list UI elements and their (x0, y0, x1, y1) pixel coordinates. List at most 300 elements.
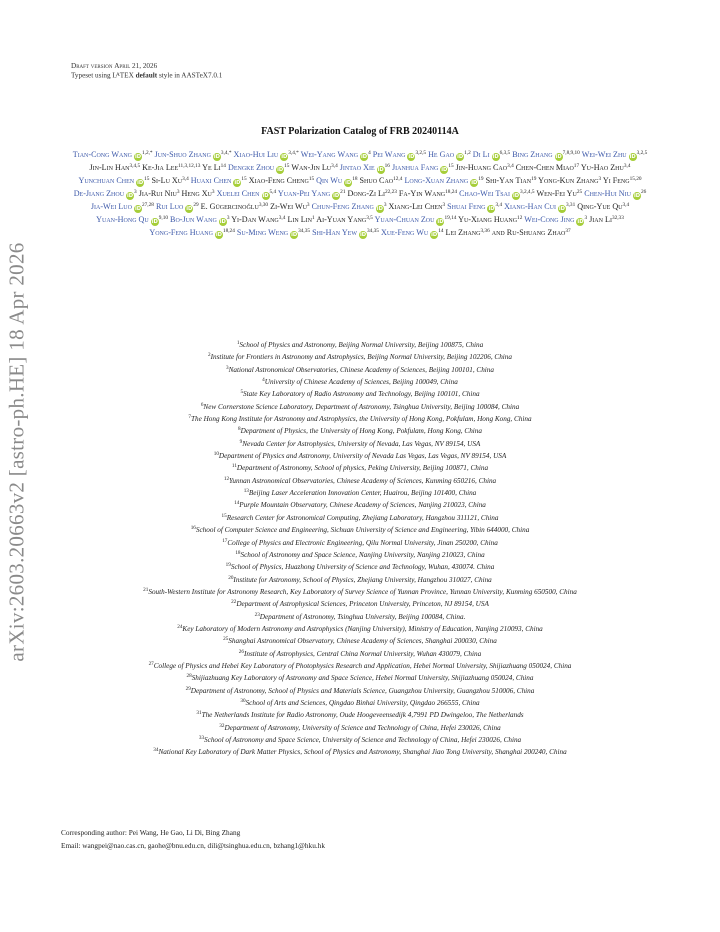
affiliation (50, 363, 670, 375)
author-name: Jin-Lin Han (89, 163, 130, 172)
author-name: Fa-Yin Wang (398, 189, 446, 198)
author[interactable] (392, 163, 454, 172)
affiliation-number: 31 (196, 710, 202, 717)
affiliation (50, 684, 670, 696)
affiliation-number: 32 (219, 722, 225, 729)
author[interactable] (504, 202, 575, 211)
author-name[interactable]: Bo-Jun Wang (170, 215, 217, 224)
author (581, 163, 631, 172)
author-affil-sup: 3,4,* (220, 150, 232, 156)
affiliation-text: Institute of Astrophysics, Central China Normal University, Wuhan 430079, China (243, 649, 482, 658)
author-name[interactable]: Qin Wu (316, 176, 343, 185)
author-name[interactable]: Chao-Wei Tsai (459, 189, 510, 198)
author[interactable] (91, 202, 154, 211)
affiliation (50, 610, 670, 622)
orcid-icon[interactable]: iD (151, 219, 158, 225)
author-affil-sup: 3 (442, 202, 446, 208)
affiliation (50, 338, 670, 350)
orcid-icon[interactable]: iD (377, 167, 384, 173)
author-affil-sup: 1,2,* (141, 150, 153, 156)
author (201, 202, 268, 211)
affiliation-text: Department of Physics, the University of Hong Kong, Pokfulam, Hong Kong, China (240, 427, 482, 436)
author-name: Chen-Chen Miao (515, 163, 574, 172)
affiliation-text: National Astronomical Observatories, Chinese Academy of Sciences, Beijing 100101, China (228, 365, 494, 374)
affiliation-text: College of Physics and Hebei Key Laboratory of Photophysics Research and Application, Hebei Normal University, Shijiazhuang 050024, China (153, 661, 572, 670)
affiliation-text: Key Laboratory of Modern Astronomy and Astrophysics (Nanjing University), Ministry of Education, Nanjing 210093, China (182, 624, 543, 633)
author-name[interactable]: De-Jiang Zhou (73, 189, 125, 198)
author-name: Jian Li (589, 215, 612, 224)
author-affil-sup: 11,3,12,13 (178, 163, 201, 169)
author-name[interactable]: Jianhua Fang (391, 163, 439, 172)
author-affil-sup: 22,23 (384, 189, 397, 195)
orcid-icon[interactable]: iD (361, 154, 368, 160)
author-name[interactable]: Yuan-Chuan Zou (374, 215, 435, 224)
typeset-line: Typeset using $L^ATEX$ default style in AASTeX7.0.1 (71, 71, 223, 80)
affiliation (50, 560, 670, 572)
author-affil-sup: 1 (312, 215, 315, 221)
author-name: Ru-Shuang Zhao (506, 228, 566, 237)
affiliation (50, 424, 670, 436)
author (458, 215, 522, 224)
draft-header (71, 62, 222, 81)
affiliation (50, 622, 670, 634)
email-addresses[interactable]: Email: wangpei@nao.cas.cn, gaohe@bnu.edu.cn, dili@tsinghua.edu.cn, bzhang1@hku.hk (61, 841, 325, 850)
orcid-icon[interactable]: iD (134, 206, 142, 212)
author[interactable] (170, 215, 229, 224)
author (287, 215, 314, 224)
affiliation-text: College of Physics and Electronic Engineering, Qilu Normal University, Jinan 250200, China (227, 538, 498, 547)
affiliation-text: School of Computer Science and Engineering, Sichuan University of Science and Engineering, Yibin 644000, China (195, 526, 530, 535)
correspondence (61, 826, 325, 852)
affiliation-number: 9 (239, 438, 243, 445)
author-affil-sup: 14 (438, 228, 444, 234)
orcid-icon[interactable]: iD (577, 219, 584, 225)
author-affil-sup: 5,4 (269, 189, 277, 195)
author-name: Si-Lu Xu (151, 176, 183, 185)
author[interactable] (237, 228, 310, 237)
author (231, 215, 285, 224)
affiliation (50, 634, 670, 646)
author (538, 176, 601, 185)
author[interactable] (524, 215, 587, 224)
author-affil-sup: 3,4 (495, 202, 503, 208)
author[interactable] (340, 163, 390, 172)
affiliation-text: School of Astronomy and Space Science, University of Science and Technology of China, Hefei 230026, China (204, 736, 522, 744)
affiliation-text: The Hong Kong Institute for Astronomy and Astrophysics, the University of Hong Kong, Pokfulam, Hong Kong, China (190, 415, 532, 424)
author[interactable] (404, 176, 483, 185)
typeset-prefix: Typeset using L (71, 71, 117, 80)
author[interactable] (428, 150, 471, 159)
author[interactable] (74, 189, 137, 198)
affiliation-text: Institute for Astronomy, School of Physics, Zhejiang University, Hangzhou 310027, China (233, 575, 492, 584)
author-affil-sup: 3,4,5 (129, 163, 141, 169)
author (486, 176, 537, 185)
author-name[interactable]: Xue-Feng Wu (380, 228, 429, 237)
author-name[interactable]: Xiao-Hui Liu (233, 150, 279, 159)
affiliation-text: Department of Astronomy, School of Physics and Materials Science, Guangzhou University, Guangzhou 510006, China (190, 686, 535, 695)
affiliation-text: Research Center for Astronomical Computing, Zhejiang Laboratory, Hangzhou 311121, China (226, 513, 499, 522)
author-affil-sup: 3 (306, 202, 310, 208)
author-affil-sup: 15,20 (629, 176, 642, 182)
author[interactable] (156, 202, 199, 211)
author-name[interactable]: Tian-Cong Wang (72, 150, 132, 159)
affiliation-number: 10 (213, 451, 219, 458)
affiliation-number: 3 (226, 364, 229, 371)
affiliation-text: National Key Laboratory of Dark Matter Physics, School of Physics and Astronomy, Shanghai Jiao Tong University, Shanghai 200240, China (158, 748, 567, 757)
author (139, 189, 180, 198)
author-name[interactable]: Pei Wang (372, 150, 406, 159)
author-affil-sup: 3 (598, 176, 602, 182)
affiliation-text: School of Astronomy and Space Science, Nanjing University, Nanjing 210023, China (240, 550, 485, 559)
author-name: Heng Xu (181, 189, 212, 198)
author[interactable] (312, 202, 387, 211)
affiliation-number: 29 (185, 685, 191, 692)
author-name[interactable]: Chen-Hui Niu (584, 189, 631, 198)
affiliation-text: Shanghai Astronomical Observatory, Chinese Academy of Sciences, Shanghai 200030, China (228, 637, 497, 646)
author-name: Jin-Huang Cao (455, 163, 508, 172)
orcid-icon[interactable]: iD (186, 206, 193, 212)
author-name[interactable]: Xiang-Han Cui (504, 202, 556, 211)
affiliation-text: Purple Mountain Observatory, Chinese Academy of Sciences, Nanjing 210023, China (239, 501, 486, 510)
orcid-icon[interactable]: iD (137, 180, 144, 186)
affiliation-text: New Cornerstone Science Laboratory, Department of Astronomy, Tsinghua University, Beijing 100084, China (203, 402, 520, 411)
author (291, 163, 337, 172)
affiliation-number: 17 (222, 537, 228, 544)
draft-date: April 21, 2026 (114, 62, 158, 70)
orcid-icon[interactable]: iD (281, 154, 288, 160)
author[interactable] (155, 150, 232, 159)
author-name: E. Gügercinoğlu (200, 202, 259, 211)
author[interactable] (191, 176, 247, 185)
author (389, 202, 446, 211)
affiliation (50, 659, 670, 671)
author[interactable] (584, 189, 646, 198)
author-name: Wen-Fei Yu (536, 189, 577, 198)
author-affil-sup: 3 (211, 189, 215, 195)
author-affil-sup: 18 (352, 176, 358, 182)
author-name[interactable]: Di Li (472, 150, 490, 159)
author-name[interactable]: Rui Luo (155, 202, 184, 211)
author-affil-sup: 3,4 (182, 176, 189, 182)
corresponding-authors: Corresponding author: Pei Wang, He Gao, Li Di, Bing Zhang (61, 828, 241, 837)
author-affil-sup: 3,36 (480, 228, 490, 234)
orcid-icon[interactable]: iD (277, 167, 284, 173)
author-name[interactable]: Wei-Wei Zhu (581, 150, 627, 159)
orcid-icon[interactable]: iD (437, 219, 444, 225)
author-affil-sup: 32,33 (611, 215, 624, 221)
author (536, 189, 582, 198)
orcid-icon[interactable]: iD (633, 193, 641, 199)
author (492, 228, 571, 237)
author (202, 163, 226, 172)
orcid-icon[interactable]: iD (215, 232, 222, 238)
orcid-icon[interactable]: iD (262, 193, 269, 199)
affiliation (50, 523, 670, 535)
affiliation-text: Shijiazhuang Key Laboratory of Astronomy and Space Science, Hebei Normal University, Shijiazhuang 050024, China (191, 674, 534, 683)
orcid-icon[interactable]: iD (134, 154, 142, 160)
author (516, 163, 579, 172)
author-name: Jia-Rui Niu (138, 189, 177, 198)
author-affil-sup: 19 (478, 176, 484, 182)
affiliation-number: 16 (190, 525, 196, 532)
affiliation-number: 13 (243, 488, 249, 495)
author-name[interactable]: Bing Zhang (512, 150, 553, 159)
affiliation (50, 647, 670, 659)
author-name: Shi-Yan Tian (485, 176, 532, 185)
author-name[interactable]: Dengke Zhou (227, 163, 275, 172)
orcid-icon[interactable]: iD (376, 206, 383, 212)
author-name: Yu-Hao Zhu (580, 163, 624, 172)
affiliation (50, 708, 670, 720)
typeset-default: default (135, 71, 158, 80)
affiliation-number: 34 (153, 747, 159, 754)
affiliation (50, 498, 670, 510)
affiliation (50, 721, 670, 733)
author (603, 176, 642, 185)
author-affil-sup: 27,28 (141, 202, 154, 208)
orcid-icon[interactable]: iD (345, 180, 352, 186)
affiliation (50, 400, 670, 412)
orcid-icon[interactable]: iD (471, 180, 478, 186)
affiliation-text: School of Physics, Huazhong University of Science and Technology, Wuhan, 430074. China (230, 563, 495, 572)
author[interactable] (228, 163, 289, 172)
author-affil-sup: 12,4 (393, 176, 403, 182)
affiliation-number: 12 (223, 475, 230, 482)
author[interactable] (149, 228, 235, 237)
author-affil-sup: 3,4 (331, 163, 338, 169)
author (90, 163, 141, 172)
author (446, 228, 490, 237)
affiliation-text: The Netherlands Institute for Radio Astronomy, Oude Hoogeveensedijk 4,7991 PD Dwingeloo, The Netherlands (201, 711, 524, 720)
author-affil-sup: 19 (531, 176, 537, 182)
arxiv-id: arXiv:2603.20663v2 [astro-ph.HE] 18 Apr 2026 (4, 242, 29, 662)
author[interactable] (96, 215, 168, 224)
author-name[interactable]: Shuai Feng (447, 202, 486, 211)
author-name: Lei Zhang (445, 228, 481, 237)
author[interactable] (373, 150, 426, 159)
draft-line (71, 62, 222, 71)
orcid-icon[interactable]: iD (126, 193, 134, 199)
author-affil-sup: 3,30 (258, 202, 269, 208)
affiliation (50, 585, 670, 597)
author-affil-sup: 17 (573, 163, 580, 169)
arxiv-stamp (0, 232, 34, 672)
affiliation (50, 548, 670, 560)
author-affil-sup: 3,4 (278, 215, 286, 221)
affiliation-list (50, 338, 670, 758)
affiliation (50, 486, 670, 498)
author-name[interactable]: Wei-Cong Jing (524, 215, 575, 224)
affiliation-text: Department of Astrophysical Sciences, Princeton University, Princeton, NJ 89154, USA (236, 600, 489, 609)
author-affil-sup: 18,24 (222, 228, 235, 234)
author (577, 202, 629, 211)
author[interactable] (278, 189, 346, 198)
orcid-icon[interactable]: iD (492, 154, 499, 160)
author-name[interactable]: Jia-Wei Luo (90, 202, 132, 211)
affiliation-number: 23 (254, 611, 260, 618)
author-name[interactable]: Wei-Yang Wang (300, 150, 359, 159)
author-affil-sup: 3,2,4,5 (519, 189, 535, 195)
orcid-icon[interactable]: iD (291, 232, 298, 238)
affiliation-number: 33 (198, 735, 205, 741)
author-affil-sup: 3 (584, 215, 588, 221)
author[interactable] (217, 189, 277, 198)
affiliation (50, 511, 670, 523)
author-name[interactable]: Yuan-Pei Yang (277, 189, 331, 198)
affiliation-number: 26 (238, 648, 244, 655)
affiliation (50, 412, 670, 424)
affiliation (50, 733, 670, 745)
affiliation-text: Department of Astronomy, School of physics, Peking University, Beijing 100871, China (236, 464, 489, 473)
affiliation-text: Department of Astronomy, Tsinghua University, Beijing 100084, China. (259, 612, 466, 621)
author-name: Zi-Wei Wu (270, 202, 307, 211)
author-affil-sup: 3,4,* (288, 150, 299, 156)
author-name: Ke-Jia Lee (142, 163, 179, 172)
author-affil-sup: 15 (144, 176, 150, 182)
author-affil-sup: 3,31 (565, 202, 576, 208)
author (270, 202, 309, 211)
author[interactable] (234, 150, 299, 159)
orcid-icon[interactable]: iD (431, 232, 438, 238)
author-affil-sup: 29 (193, 202, 199, 208)
affiliation-number: 1 (236, 340, 240, 346)
author[interactable] (459, 189, 534, 198)
affiliation-text: Nevada Center for Astrophysics, University of Nevada, Las Vegas, NV 89154, USA (242, 439, 481, 448)
author-list (60, 148, 660, 239)
affiliation (50, 474, 670, 486)
author-affil-sup: 34,35 (298, 228, 311, 234)
author-name[interactable]: Su-Ming Weng (236, 228, 289, 237)
author-name: Ye Li (202, 163, 221, 172)
affiliation (50, 387, 670, 399)
orcid-icon[interactable]: iD (457, 154, 464, 160)
orcid-icon[interactable]: iD (213, 154, 220, 160)
author (316, 215, 373, 224)
author[interactable] (316, 176, 357, 185)
orcid-icon[interactable]: iD (333, 193, 340, 199)
affiliation-number: 20 (228, 574, 234, 581)
affiliation-number: 27 (148, 660, 154, 667)
author-affil-sup: 18,24 (445, 189, 458, 195)
author-affil-sup: 16 (384, 163, 390, 169)
author-name[interactable]: Yong-Feng Huang (149, 228, 213, 237)
author-name: Shuo Cao (359, 176, 394, 185)
author-affil-sup: 3 (383, 202, 387, 208)
author-affil-sup: 3,4 (507, 163, 514, 169)
author[interactable] (473, 150, 510, 159)
affiliation (50, 536, 670, 548)
affiliation-number: 21 (143, 586, 149, 593)
author[interactable] (447, 202, 502, 211)
author-affil-sup: 1,2 (464, 150, 471, 156)
orcid-icon[interactable]: iD (512, 193, 520, 199)
affiliation-number: 7 (188, 414, 191, 421)
author-affil-sup: 15 (284, 163, 290, 169)
affiliation-text: South-Western Institute for Astronomy Research, Key Laboratory of Survey Science of Yunnan Province, Yunnan University, Kunming 650500, China (148, 587, 577, 596)
affiliation-text: School of Arts and Sciences, Qingdao Binhai University, Qingdao 266555, China (245, 698, 480, 707)
affiliation-text: Beijing Laser Acceleration Innovation Center, Huairou, Beijing 101400, China (248, 489, 477, 498)
author-name[interactable]: Chun-Feng Zhang (311, 202, 374, 211)
author-prefix: and (491, 228, 507, 237)
author (182, 189, 215, 198)
author-name: Dong-Zi Li (347, 189, 385, 198)
author-affil-sup: 26 (641, 189, 647, 195)
author-affil-sup: 21 (340, 189, 346, 195)
author-affil-sup: 3,2,5 (415, 150, 427, 156)
author-name: Yu-Xiang Huang (458, 215, 518, 224)
orcid-icon[interactable]: iD (219, 219, 226, 225)
author-name[interactable]: Jun-Shuo Zhang (154, 150, 211, 159)
author-name[interactable]: Jintao Xie (339, 163, 375, 172)
author[interactable] (73, 150, 153, 159)
author-affil-sup: 12 (517, 215, 523, 221)
orcid-icon[interactable]: iD (408, 154, 415, 160)
author-name[interactable]: Xuelei Chen (216, 189, 260, 198)
affiliation (50, 745, 670, 757)
author[interactable] (375, 215, 457, 224)
orcid-icon[interactable]: iD (488, 206, 495, 212)
affiliation-number: 24 (177, 623, 183, 630)
author-name: Lin Lin (287, 215, 313, 224)
affiliation-number: 15 (221, 512, 227, 519)
author-affil-sup: 3 (176, 189, 180, 195)
author-name: Xiao-Feng Cheng (248, 176, 309, 185)
orcid-icon[interactable]: iD (558, 206, 565, 212)
affiliation-number: 4 (262, 377, 265, 384)
affiliation (50, 671, 670, 683)
author-name[interactable]: Huaxi Chen (190, 176, 232, 185)
affiliation (50, 597, 670, 609)
affiliation-number: 14 (234, 500, 240, 507)
author (399, 189, 457, 198)
author[interactable] (512, 150, 580, 159)
orcid-icon[interactable]: iD (234, 180, 241, 186)
orcid-icon[interactable]: iD (359, 232, 367, 238)
author[interactable] (312, 228, 379, 237)
affiliation (50, 461, 670, 473)
affiliation-number: 8 (238, 426, 241, 433)
author[interactable] (582, 150, 648, 159)
affiliation (50, 437, 670, 449)
affiliation-text: Department of Astronomy, University of Science and Technology of China, Hefei 230026, China (224, 723, 501, 732)
affiliation-text: Department of Physics and Astronomy, University of Nevada Las Vegas, Las Vegas, NV 89154, USA (218, 452, 507, 461)
orcid-icon[interactable]: iD (555, 154, 562, 160)
typeset-suffix: style in AASTeX7.0.1 (158, 71, 223, 80)
orcid-icon[interactable]: iD (629, 154, 636, 160)
affiliation-text: Yunnan Astronomical Observatories, Chinese Academy of Sciences, Kunming 650216, China (229, 476, 497, 485)
author-name: Xiang-Lei Chen (388, 202, 443, 211)
author-affil-sup: 14 (220, 163, 226, 169)
author-name[interactable]: He Gao (428, 150, 455, 159)
author (456, 163, 514, 172)
author[interactable] (381, 228, 444, 237)
author[interactable] (301, 150, 371, 159)
author-name[interactable]: Yuan-Hong Qu (96, 215, 149, 224)
author-affil-sup: 15 (308, 176, 315, 182)
author-affil-sup: 9,10 (158, 215, 169, 221)
affiliation-number: 18 (235, 549, 241, 556)
author-name[interactable]: Long-Xuan Zhang (404, 176, 469, 185)
author-name[interactable]: Yunchuan Chen (78, 176, 135, 185)
author-affil-sup: 37 (565, 228, 571, 234)
author[interactable] (79, 176, 150, 185)
author-name[interactable]: Shi-Han Yew (312, 228, 358, 237)
affiliation-text: Institute for Frontiers in Astronomy and Astrophysics, Beijing Normal University, Beijing 102206, China (210, 353, 512, 362)
author-affil-sup: 3 (226, 215, 230, 221)
orcid-icon[interactable]: iD (441, 167, 448, 173)
author (589, 215, 624, 224)
affiliation-number: 2 (208, 352, 211, 359)
